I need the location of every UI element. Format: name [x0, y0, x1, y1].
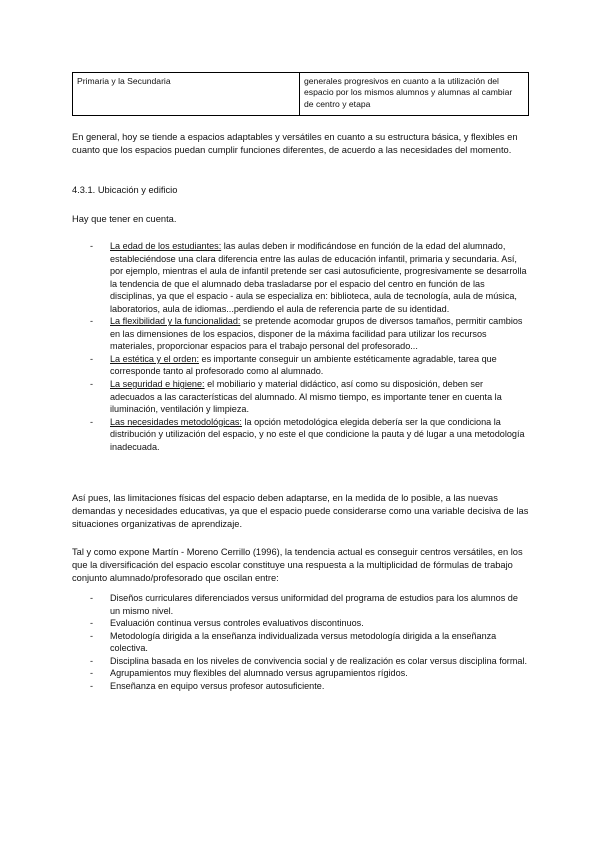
formulas-list	[90, 592, 530, 692]
factor-text: la opción metodológica elegida debería ser la que condiciona la distribución y utilización del espacio, y no este el que condicione la pauta y dé lugar a una metodología inadecuada.	[110, 416, 525, 452]
formula-text: Disciplina basada en los niveles de convivencia social y de realización es colar versus disciplina formal.	[110, 655, 528, 666]
list-dash: -	[90, 241, 94, 251]
intro-paragraph: En general, hoy se tiende a espacios adaptables y versátiles en cuanto a su estructura básica, y flexibles en cuanto que los espacios puedan cumplir funciones diferentes, de acuerdo a las necesidades del momento.	[72, 132, 518, 156]
section-heading: 4.3.1. Ubicación y edificio	[72, 185, 178, 195]
list-dash: -	[90, 618, 94, 629]
list-item	[90, 592, 530, 617]
factor-term: La seguridad e higiene:	[110, 379, 205, 390]
list-dash: -	[90, 353, 94, 364]
list-dash: -	[90, 655, 94, 666]
continuation-table	[72, 72, 529, 116]
table-row	[73, 73, 529, 116]
list-dash: -	[90, 416, 94, 427]
list-item	[90, 416, 530, 454]
factor-text: se pretende acomodar grupos de diversos tamaños, permitir cambios en las dimensiones de los espacios, disponer de la máxima facilidad para utilizar los recursos materiales, proporcionar espacios para el trabajo personal del profesorado...	[110, 316, 523, 352]
lead-text: Hay que tener en cuenta.	[72, 214, 177, 224]
list-dash: -	[90, 593, 94, 603]
list-item	[90, 667, 530, 680]
formula-text: Metodología dirigida a la enseñanza individualizada versus metodología dirigida a la enseñanza colectiva.	[110, 630, 497, 654]
paragraph-martin-moreno: Tal y como expone Martín - Moreno Cerrillo (1996), la tendencia actual es conseguir centros versátiles, en los que la diversificación del espacio escolar constituye una respuesta a la multiplicidad de fórmulas de trabajo conjunto alumnado/profesorado que oscilan entre:	[72, 547, 523, 584]
list-item	[90, 617, 530, 630]
list-item	[90, 630, 530, 655]
factor-text: las aulas deben ir modificándose en función de la edad del alumnado, estableciéndose una clara diferencia entre las aulas de educación infantil, primaria y secundaria. Así, por ejemplo, mientras el aula de infantil pretende ser casi autosuficiente, progresivamente se desarrolla la tendencia de que el alumnado deba trasladarse por el espacio del centro en función de las disciplinas, ya que el espacio - aula se especializa en: biblioteca, aula de tecnología, aula de música, laboratorios, aula de idiomas...perdiendo el aula de referencia parte de su identidad.	[110, 241, 527, 314]
formula-text: Enseñanza en equipo versus profesor autosuficiente.	[110, 680, 325, 691]
table-cell-stage: Primaria y la Secundaria	[73, 73, 300, 116]
factor-term: La flexibilidad y la funcionalidad:	[110, 316, 241, 327]
list-dash: -	[90, 379, 94, 390]
list-item	[90, 680, 530, 693]
factor-text: es importante conseguir un ambiente estéticamente agradable, tarea que corresponde tanto al profesorado como al alumnado.	[110, 353, 497, 377]
list-item	[90, 655, 530, 668]
table-cell-description: generales progresivos en cuanto a la utilización del espacio por los mismos alumnos y alumnas al cambiar de centro y etapa	[300, 73, 529, 116]
factors-list	[90, 240, 530, 453]
paragraph-limitations: Así pues, las limitaciones físicas del espacio deben adaptarse, en la medida de lo posible, a las nuevas demandas y necesidades educativas, ya que el espacio puede considerarse como una variable decisiva de las situaciones organizativas de aprendizaje.	[72, 493, 529, 530]
list-item	[90, 353, 530, 378]
list-item	[90, 378, 530, 416]
list-dash: -	[90, 630, 94, 641]
factor-term: Las necesidades metodológicas:	[110, 416, 242, 427]
factor-term: La edad de los estudiantes:	[110, 241, 222, 251]
formula-text: Agrupamientos muy flexibles del alumnado versus agrupamientos rígidos.	[110, 668, 408, 679]
factor-text: el mobiliario y material didáctico, así como su disposición, deben ser adecuados a las características del alumnado. Al mismo tiempo, es importante tener en cuenta la iluminación, ventilación y limpieza.	[110, 379, 502, 415]
factor-term: La estética y el orden:	[110, 353, 199, 364]
formula-text: Evaluación continua versus controles evaluativos discontinuos.	[110, 618, 364, 629]
list-dash: -	[90, 316, 94, 327]
formula-text: Diseños curriculares diferenciados versus uniformidad del programa de estudios para los alumnos de un mismo nivel.	[110, 593, 518, 616]
list-dash: -	[90, 680, 94, 691]
list-item	[90, 240, 530, 315]
list-dash: -	[90, 668, 94, 679]
list-item	[90, 315, 530, 353]
